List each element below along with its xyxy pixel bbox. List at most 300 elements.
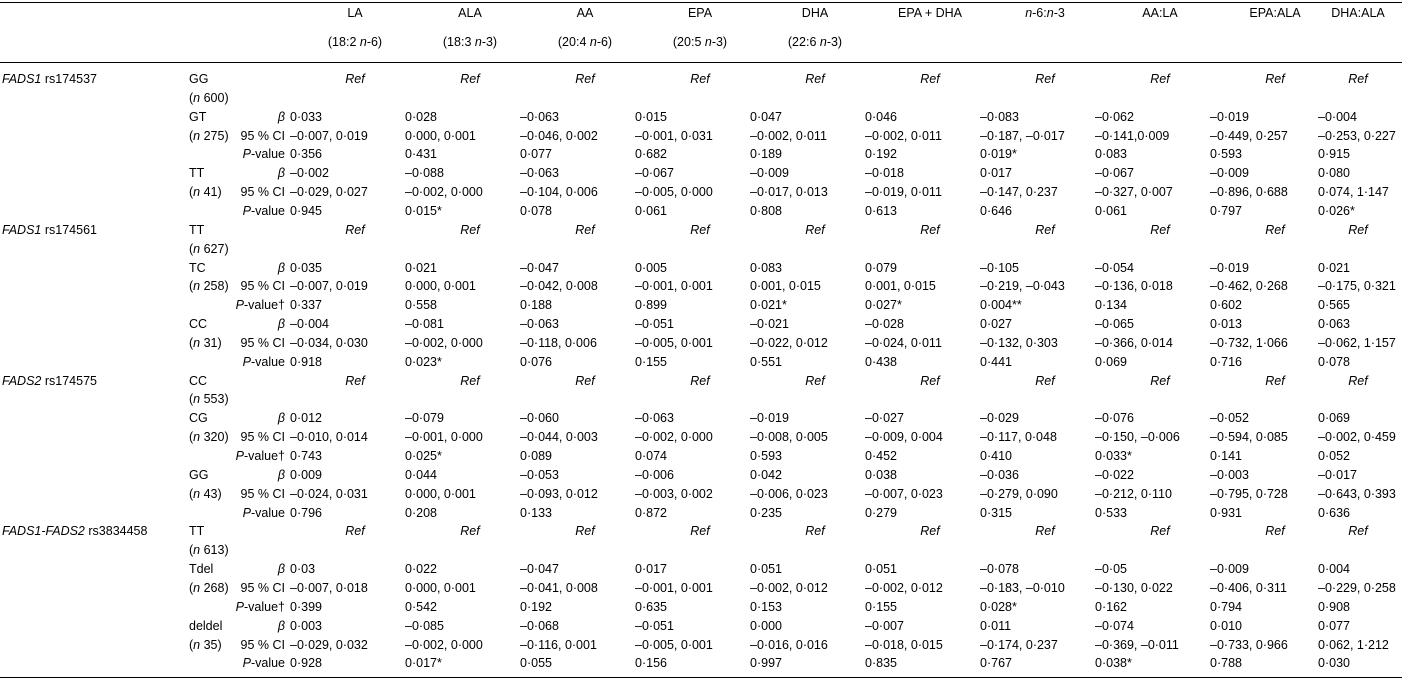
ref-cell: Ref bbox=[805, 373, 825, 388]
ci-cell: –0·253, 0·227 bbox=[1318, 128, 1396, 143]
p-value-cell: 0·399 bbox=[290, 599, 322, 614]
genotype-label: CC bbox=[189, 373, 208, 388]
ref-cell: Ref bbox=[1035, 222, 1055, 237]
p-value-cell: 0·767 bbox=[980, 656, 1012, 671]
beta-cell: 0·077 bbox=[1318, 618, 1350, 633]
column-header: DHA bbox=[801, 6, 829, 20]
snp-label bbox=[2, 524, 147, 539]
column-header: DHA:ALA bbox=[1331, 6, 1385, 20]
p-value-cell: 0·410 bbox=[980, 449, 1012, 463]
ci-cell: –0·002, 0·459 bbox=[1318, 430, 1396, 445]
ref-cell: Ref bbox=[920, 373, 940, 388]
ref-cell: Ref bbox=[805, 222, 825, 237]
beta-cell: 0·033 bbox=[290, 109, 322, 124]
table-header-rule bbox=[0, 62, 1402, 63]
stat-label-p: P-value bbox=[242, 656, 285, 671]
beta-cell: –0·004 bbox=[1318, 109, 1357, 124]
p-value-cell: 0·613 bbox=[865, 203, 897, 218]
beta-cell: –0·081 bbox=[405, 317, 444, 332]
ci-cell: –0·029, 0·032 bbox=[290, 637, 368, 652]
stat-label-p: P-value bbox=[242, 354, 285, 369]
p-value-cell: 0·279 bbox=[865, 505, 897, 520]
p-value-cell: 0·533 bbox=[1095, 505, 1127, 520]
p-value-cell: 0·743 bbox=[290, 449, 322, 463]
beta-cell: –0·067 bbox=[635, 166, 674, 181]
stat-label-beta: β bbox=[277, 562, 285, 577]
beta-cell: 0·005 bbox=[635, 260, 667, 275]
beta-cell: –0·002 bbox=[290, 166, 329, 181]
genotype-label: CG bbox=[189, 411, 208, 426]
p-value-cell: 0·069 bbox=[1095, 354, 1127, 369]
beta-cell: 0·038 bbox=[865, 467, 897, 482]
ci-cell: –0·147, 0·237 bbox=[980, 185, 1058, 200]
ci-cell: –0·003, 0·002 bbox=[635, 486, 713, 501]
beta-cell: 0·000 bbox=[750, 618, 782, 633]
p-value-cell: 0·025* bbox=[405, 449, 442, 463]
beta-cell: –0·078 bbox=[980, 562, 1019, 577]
beta-cell: 0·022 bbox=[405, 562, 437, 577]
table-top-rule bbox=[0, 2, 1402, 3]
p-value-cell: 0·023* bbox=[405, 354, 442, 369]
p-value-cell: 0·682 bbox=[635, 147, 667, 162]
beta-cell: 0·021 bbox=[405, 260, 437, 275]
ci-cell: –0·369, –0·011 bbox=[1095, 637, 1179, 652]
ci-cell: –0·002, 0·000 bbox=[635, 430, 713, 445]
beta-cell: 0·080 bbox=[1318, 166, 1350, 181]
stat-label-ci: 95 % CI bbox=[240, 185, 285, 200]
beta-cell: 0·013 bbox=[1210, 317, 1242, 332]
ci-cell: 0·000, 0·001 bbox=[405, 580, 476, 595]
ci-cell: –0·019, 0·011 bbox=[865, 185, 942, 200]
beta-cell: –0·009 bbox=[750, 166, 789, 181]
ci-cell: 0·001, 0·015 bbox=[750, 279, 821, 294]
beta-cell: –0·051 bbox=[635, 317, 674, 332]
beta-cell: –0·052 bbox=[1210, 411, 1249, 426]
snp-id: rs174561 bbox=[44, 222, 97, 237]
ci-cell: –0·007, 0·023 bbox=[865, 486, 943, 501]
ci-cell: –0·002, 0·000 bbox=[405, 637, 483, 652]
ref-cell: Ref bbox=[1035, 72, 1055, 86]
ref-cell: Ref bbox=[1348, 373, 1368, 388]
ci-cell: –0·643, 0·393 bbox=[1318, 486, 1396, 501]
beta-cell: 0·069 bbox=[1318, 411, 1350, 426]
beta-cell: 0·063 bbox=[1318, 317, 1350, 332]
beta-cell: –0·009 bbox=[1210, 166, 1249, 181]
ref-cell: Ref bbox=[345, 72, 365, 86]
beta-cell: –0·029 bbox=[980, 411, 1019, 426]
p-value-cell: 0·153 bbox=[750, 599, 782, 614]
p-value-cell: 0·038* bbox=[1095, 656, 1132, 671]
p-value-cell: 0·019* bbox=[980, 147, 1017, 162]
beta-cell: 0·03 bbox=[290, 562, 316, 577]
beta-cell: –0·063 bbox=[520, 166, 559, 181]
beta-cell: –0·051 bbox=[635, 618, 674, 633]
stat-label-beta: β bbox=[277, 109, 285, 124]
snp-label bbox=[2, 72, 97, 87]
beta-cell: –0·047 bbox=[520, 260, 559, 275]
beta-cell: –0·05 bbox=[1095, 562, 1127, 577]
table-bottom-rule bbox=[0, 677, 1402, 678]
ci-cell: –0·406, 0·311 bbox=[1210, 580, 1287, 595]
p-value-cell: 0·076 bbox=[520, 354, 552, 369]
ci-cell: 0·000, 0·001 bbox=[405, 486, 476, 501]
column-subheader: (20:4 n-6) bbox=[557, 35, 613, 49]
snp-label bbox=[2, 374, 97, 389]
beta-cell: 0·051 bbox=[865, 562, 897, 577]
ref-cell: Ref bbox=[345, 222, 365, 237]
beta-cell: –0·036 bbox=[980, 467, 1019, 482]
column-header: LA bbox=[347, 6, 363, 20]
p-value-cell: 0·141 bbox=[1210, 449, 1242, 463]
ci-cell: –0·001, 0·001 bbox=[635, 279, 713, 294]
p-value-cell: 0·431 bbox=[405, 147, 437, 162]
p-value-cell: 0·017* bbox=[405, 656, 442, 671]
ci-cell: –0·130, 0·022 bbox=[1095, 580, 1173, 595]
ci-cell: –0·024, 0·011 bbox=[865, 335, 942, 350]
beta-cell: –0·076 bbox=[1095, 411, 1134, 426]
ci-cell: –0·042, 0·008 bbox=[520, 279, 598, 294]
stat-label-p: P-value† bbox=[235, 298, 285, 313]
ci-cell: –0·002, 0·000 bbox=[405, 335, 483, 350]
p-value-cell: 0·026* bbox=[1318, 203, 1355, 218]
ci-cell: –0·117, 0·048 bbox=[980, 430, 1057, 445]
ci-cell: –0·002, 0·011 bbox=[750, 128, 827, 143]
p-value-cell: 0·235 bbox=[750, 505, 782, 520]
beta-cell: 0·010 bbox=[1210, 618, 1242, 633]
p-value-cell: 0·189 bbox=[750, 147, 782, 162]
p-value-cell: 0·915 bbox=[1318, 147, 1350, 162]
ci-cell: –0·104, 0·006 bbox=[520, 185, 598, 200]
beta-cell: –0·027 bbox=[865, 411, 904, 426]
ref-cell: Ref bbox=[1348, 72, 1368, 86]
p-value-cell: 0·077 bbox=[520, 147, 552, 162]
beta-cell: 0·011 bbox=[980, 618, 1012, 633]
genotype-n: (n 258) bbox=[189, 279, 229, 294]
ref-cell: Ref bbox=[690, 373, 710, 388]
beta-cell: –0·065 bbox=[1095, 317, 1134, 332]
beta-cell: 0·027 bbox=[980, 317, 1012, 332]
column-header: EPA + DHA bbox=[897, 6, 963, 20]
p-value-cell: 0·208 bbox=[405, 505, 437, 520]
p-value-cell: 0·835 bbox=[865, 656, 897, 671]
beta-cell: –0·063 bbox=[520, 317, 559, 332]
stat-label-p: P-value bbox=[242, 203, 285, 218]
gene-name: FADS1 bbox=[2, 72, 42, 86]
ci-cell: –0·001, 0·001 bbox=[635, 580, 713, 595]
stat-label-beta: β bbox=[277, 260, 285, 275]
ci-cell: –0·212, 0·110 bbox=[1095, 486, 1172, 501]
beta-cell: –0·028 bbox=[865, 317, 904, 332]
ref-cell: Ref bbox=[1150, 72, 1170, 86]
column-subheader: (20:5 n-3) bbox=[672, 35, 728, 49]
column-subheader: (18:2 n-6) bbox=[327, 35, 383, 49]
p-value-cell: 0·192 bbox=[865, 147, 897, 162]
ref-cell: Ref bbox=[460, 72, 480, 86]
stat-label-ci: 95 % CI bbox=[240, 128, 285, 143]
p-value-cell: 0·356 bbox=[290, 147, 322, 162]
gene-name: FADS2 bbox=[2, 373, 42, 388]
p-value-cell: 0·078 bbox=[520, 203, 552, 218]
ref-cell: Ref bbox=[460, 222, 480, 237]
p-value-cell: 0·452 bbox=[865, 449, 897, 463]
ci-cell: –0·732, 1·066 bbox=[1210, 335, 1288, 350]
beta-cell: 0·044 bbox=[405, 467, 437, 482]
beta-cell: 0·021 bbox=[1318, 260, 1350, 275]
ci-cell: 0·000, 0·001 bbox=[405, 279, 476, 294]
ci-cell: –0·002, 0·011 bbox=[865, 128, 942, 143]
ref-cell: Ref bbox=[1150, 373, 1170, 388]
ref-cell: Ref bbox=[345, 373, 365, 388]
ci-cell: –0·449, 0·257 bbox=[1210, 128, 1288, 143]
ci-cell: –0·017, 0·013 bbox=[750, 185, 828, 200]
p-value-cell: 0·061 bbox=[635, 203, 667, 218]
beta-cell: –0·063 bbox=[635, 411, 674, 426]
p-value-cell: 0·083 bbox=[1095, 147, 1127, 162]
ci-cell: –0·187, –0·017 bbox=[980, 128, 1065, 143]
ci-cell: –0·029, 0·027 bbox=[290, 185, 368, 200]
p-value-cell: 0·061 bbox=[1095, 203, 1127, 218]
ci-cell: –0·366, 0·014 bbox=[1095, 335, 1173, 350]
ci-cell: –0·002, 0·000 bbox=[405, 185, 483, 200]
ci-cell: –0·118, 0·006 bbox=[520, 335, 597, 350]
genotype-n: (n 268) bbox=[189, 580, 229, 595]
genotype-label: GG bbox=[189, 467, 209, 482]
snp-label bbox=[2, 223, 97, 238]
beta-cell: 0·035 bbox=[290, 260, 322, 275]
genotype-label: TT bbox=[189, 166, 205, 181]
beta-cell: 0·028 bbox=[405, 109, 437, 124]
p-value-cell: 0·796 bbox=[290, 505, 322, 520]
genotype-label: deldel bbox=[189, 618, 223, 633]
ci-cell: –0·007, 0·019 bbox=[290, 128, 368, 143]
beta-cell: –0·054 bbox=[1095, 260, 1134, 275]
p-value-cell: 0·438 bbox=[865, 354, 897, 369]
ci-cell: –0·002, 0·012 bbox=[865, 580, 943, 595]
stat-label-beta: β bbox=[277, 166, 285, 181]
ci-cell: –0·229, 0·258 bbox=[1318, 580, 1396, 595]
ci-cell: –0·462, 0·268 bbox=[1210, 279, 1288, 294]
ci-cell: –0·005, 0·001 bbox=[635, 637, 713, 652]
beta-cell: –0·047 bbox=[520, 562, 559, 577]
snp-id: rs174537 bbox=[44, 72, 97, 86]
p-value-cell: 0·192 bbox=[520, 599, 552, 614]
genotype-n: (n 627) bbox=[189, 241, 229, 256]
stat-label-p: P-value bbox=[242, 147, 285, 162]
beta-cell: 0·003 bbox=[290, 618, 322, 633]
genotype-n: (n 600) bbox=[189, 90, 229, 105]
genotype-label: TC bbox=[189, 260, 206, 275]
ref-cell: Ref bbox=[920, 524, 940, 539]
ci-cell: –0·007, 0·018 bbox=[290, 580, 368, 595]
p-value-cell: 0·156 bbox=[635, 656, 667, 671]
beta-cell: –0·007 bbox=[865, 618, 904, 633]
ref-cell: Ref bbox=[575, 72, 595, 86]
p-value-cell: 0·078 bbox=[1318, 354, 1350, 369]
beta-cell: –0·060 bbox=[520, 411, 559, 426]
stat-label-beta: β bbox=[277, 618, 285, 633]
ci-cell: –0·219, –0·043 bbox=[980, 279, 1065, 294]
ci-cell: –0·007, 0·019 bbox=[290, 279, 368, 294]
ref-cell: Ref bbox=[1265, 373, 1285, 388]
p-value-cell: 0·542 bbox=[405, 599, 437, 614]
ref-cell: Ref bbox=[805, 72, 825, 86]
ref-cell: Ref bbox=[690, 222, 710, 237]
beta-cell: 0·079 bbox=[865, 260, 897, 275]
beta-cell: –0·022 bbox=[1095, 467, 1134, 482]
ref-cell: Ref bbox=[690, 524, 710, 539]
ref-cell: Ref bbox=[460, 524, 480, 539]
genotype-n: (n 553) bbox=[189, 392, 229, 407]
beta-cell: 0·012 bbox=[290, 411, 322, 426]
p-value-cell: 0·808 bbox=[750, 203, 782, 218]
p-value-cell: 0·188 bbox=[520, 298, 552, 313]
beta-cell: –0·085 bbox=[405, 618, 444, 633]
p-value-cell: 0·794 bbox=[1210, 599, 1242, 614]
p-value-cell: 0·134 bbox=[1095, 298, 1127, 313]
beta-cell: –0·088 bbox=[405, 166, 444, 181]
p-value-cell: 0·908 bbox=[1318, 599, 1350, 614]
ci-cell: –0·016, 0·016 bbox=[750, 637, 828, 652]
genotype-n: (n 320) bbox=[189, 430, 229, 445]
ref-cell: Ref bbox=[1265, 222, 1285, 237]
p-value-cell: 0·558 bbox=[405, 298, 437, 313]
ref-cell: Ref bbox=[575, 524, 595, 539]
p-value-cell: 0·033* bbox=[1095, 449, 1132, 463]
gene-name: FADS1 bbox=[2, 222, 42, 237]
ci-cell: –0·006, 0·023 bbox=[750, 486, 828, 501]
beta-cell: 0·017 bbox=[635, 562, 667, 577]
stat-label-ci: 95 % CI bbox=[240, 486, 285, 501]
ci-cell: –0·018, 0·015 bbox=[865, 637, 943, 652]
beta-cell: 0·046 bbox=[865, 109, 897, 124]
beta-cell: 0·015 bbox=[635, 109, 667, 124]
beta-cell: 0·004 bbox=[1318, 562, 1350, 577]
ci-cell: –0·041, 0·008 bbox=[520, 580, 598, 595]
ref-cell: Ref bbox=[1265, 72, 1285, 86]
p-value-cell: 0·074 bbox=[635, 449, 667, 463]
p-value-cell: 0·441 bbox=[980, 354, 1012, 369]
genotype-label: GT bbox=[189, 109, 207, 124]
ref-cell: Ref bbox=[575, 373, 595, 388]
ci-cell: –0·001, 0·000 bbox=[405, 430, 483, 445]
beta-cell: 0·009 bbox=[290, 467, 322, 482]
ref-cell: Ref bbox=[920, 222, 940, 237]
stat-label-ci: 95 % CI bbox=[240, 335, 285, 350]
p-value-cell: 0·945 bbox=[290, 203, 322, 218]
p-value-cell: 0·089 bbox=[520, 449, 552, 463]
ci-cell: –0·034, 0·030 bbox=[290, 335, 368, 350]
p-value-cell: 0·646 bbox=[980, 203, 1012, 218]
beta-cell: –0·009 bbox=[1210, 562, 1249, 577]
column-subheader: (22:6 n-3) bbox=[787, 35, 843, 49]
p-value-cell: 0·162 bbox=[1095, 599, 1127, 614]
beta-cell: –0·105 bbox=[980, 260, 1019, 275]
beta-cell: –0·006 bbox=[635, 467, 674, 482]
p-value-cell: 0·133 bbox=[520, 505, 552, 520]
p-value-cell: 0·636 bbox=[1318, 505, 1350, 520]
stat-label-ci: 95 % CI bbox=[240, 580, 285, 595]
stat-label-ci: 95 % CI bbox=[240, 279, 285, 294]
stat-label-p: P-value† bbox=[235, 599, 285, 614]
beta-cell: 0·017 bbox=[980, 166, 1012, 181]
ci-cell: 0·000, 0·001 bbox=[405, 128, 476, 143]
beta-cell: –0·019 bbox=[750, 411, 789, 426]
p-value-cell: 0·918 bbox=[290, 354, 322, 369]
stat-label-beta: β bbox=[277, 317, 285, 332]
beta-cell: –0·067 bbox=[1095, 166, 1134, 181]
beta-cell: 0·051 bbox=[750, 562, 782, 577]
genotype-n: (n 43) bbox=[189, 486, 222, 501]
p-value-cell: 0·602 bbox=[1210, 298, 1242, 313]
p-value-cell: 0·052 bbox=[1318, 449, 1350, 463]
p-value-cell: 0·872 bbox=[635, 505, 667, 520]
column-header: ALA bbox=[458, 6, 482, 20]
ci-cell: –0·150, –0·006 bbox=[1095, 430, 1180, 445]
p-value-cell: 0·028* bbox=[980, 599, 1017, 614]
genotype-label: GG bbox=[189, 72, 209, 86]
p-value-cell: 0·551 bbox=[750, 354, 782, 369]
ci-cell: –0·327, 0·007 bbox=[1095, 185, 1173, 200]
p-value-cell: 0·593 bbox=[1210, 147, 1242, 162]
ref-cell: Ref bbox=[1348, 222, 1368, 237]
ci-cell: –0·594, 0·085 bbox=[1210, 430, 1288, 445]
p-value-cell: 0·931 bbox=[1210, 505, 1242, 520]
stat-label-ci: 95 % CI bbox=[240, 430, 285, 445]
ci-cell: –0·005, 0·001 bbox=[635, 335, 713, 350]
beta-cell: –0·018 bbox=[865, 166, 904, 181]
beta-cell: –0·021 bbox=[750, 317, 789, 332]
ci-cell: –0·136, 0·018 bbox=[1095, 279, 1173, 294]
ci-cell: –0·733, 0·966 bbox=[1210, 637, 1288, 652]
ci-cell: –0·795, 0·728 bbox=[1210, 486, 1288, 501]
ref-cell: Ref bbox=[1265, 524, 1285, 539]
beta-cell: –0·053 bbox=[520, 467, 559, 482]
ci-cell: –0·896, 0·688 bbox=[1210, 185, 1288, 200]
p-value-cell: 0·593 bbox=[750, 449, 782, 463]
ci-cell: –0·046, 0·002 bbox=[520, 128, 598, 143]
ci-cell: –0·044, 0·003 bbox=[520, 430, 598, 445]
beta-cell: –0·003 bbox=[1210, 467, 1249, 482]
ci-cell: –0·132, 0·303 bbox=[980, 335, 1058, 350]
ref-cell: Ref bbox=[1348, 524, 1368, 539]
p-value-cell: 0·797 bbox=[1210, 203, 1242, 218]
genotype-n: (n 31) bbox=[189, 335, 222, 350]
p-value-cell: 0·928 bbox=[290, 656, 322, 671]
ci-cell: –0·008, 0·005 bbox=[750, 430, 828, 445]
p-value-cell: 0·030 bbox=[1318, 656, 1350, 671]
ci-cell: 0·074, 1·147 bbox=[1318, 185, 1389, 200]
p-value-cell: 0·565 bbox=[1318, 298, 1350, 313]
p-value-cell: 0·021* bbox=[750, 298, 787, 313]
genotype-n: (n 275) bbox=[189, 128, 229, 143]
beta-cell: 0·047 bbox=[750, 109, 782, 124]
beta-cell: –0·079 bbox=[405, 411, 444, 426]
ci-cell: –0·001, 0·031 bbox=[635, 128, 713, 143]
ci-cell: –0·141,0·009 bbox=[1095, 128, 1170, 143]
gene-name: FADS1-FADS2 bbox=[2, 524, 85, 539]
genotype-label: TT bbox=[189, 524, 205, 539]
stat-label-ci: 95 % CI bbox=[240, 637, 285, 652]
ref-cell: Ref bbox=[1150, 222, 1170, 237]
stat-label-beta: β bbox=[277, 467, 285, 482]
beta-cell: –0·068 bbox=[520, 618, 559, 633]
column-header: EPA bbox=[687, 6, 713, 20]
ref-cell: Ref bbox=[1035, 373, 1055, 388]
column-header: AA:LA bbox=[1142, 6, 1178, 20]
stat-label-p: P-value† bbox=[235, 449, 285, 463]
beta-cell: –0·063 bbox=[520, 109, 559, 124]
p-value-cell: 0·055 bbox=[520, 656, 552, 671]
